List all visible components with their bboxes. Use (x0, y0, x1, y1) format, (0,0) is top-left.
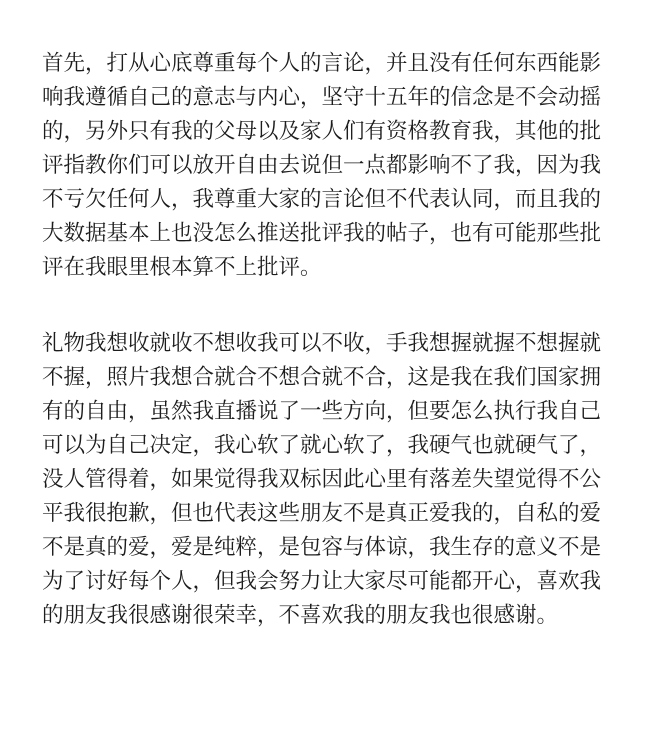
paragraph-2: 礼物我想收就收不想收我可以不收，手我想握就握不想握就不握，照片我想合就合不想合就不合，这是我在我们国家拥有的自由，虽然我直播说了一些方向，但要怎么执行我自己可以为自己决定，我心软了就心软了，我硬气也就硬气了，没人管得着，如果觉得我双标因此心里有落差失望觉得不公平我很抱歉，但也代表这些朋友不是真正爱我的，自私的爱不是真的爱，爱是纯粹，是包容与体谅，我生存的意义不是为了讨好每个人，但我会努力让大家尽可能都开心，喜欢我的朋友我很感谢很荣幸，不喜欢我的朋友我也很感谢。 (42, 331, 602, 628)
article-body (42, 47, 602, 633)
paragraph-1: 首先，打从心底尊重每个人的言论，并且没有任何东西能影响我遵循自己的意志与内心，坚守十五年的信念是不会动摇的，另外只有我的父母以及家人们有资格教育我，其他的批评指教你们可以放开自由去说但一点都影响不了我，因为我不亏欠任何人，我尊重大家的言论但不代表认同，而且我的大数据基本上也没怎么推送批评我的帖子，也有可能那些批评在我眼里根本算不上批评。 (42, 51, 602, 280)
